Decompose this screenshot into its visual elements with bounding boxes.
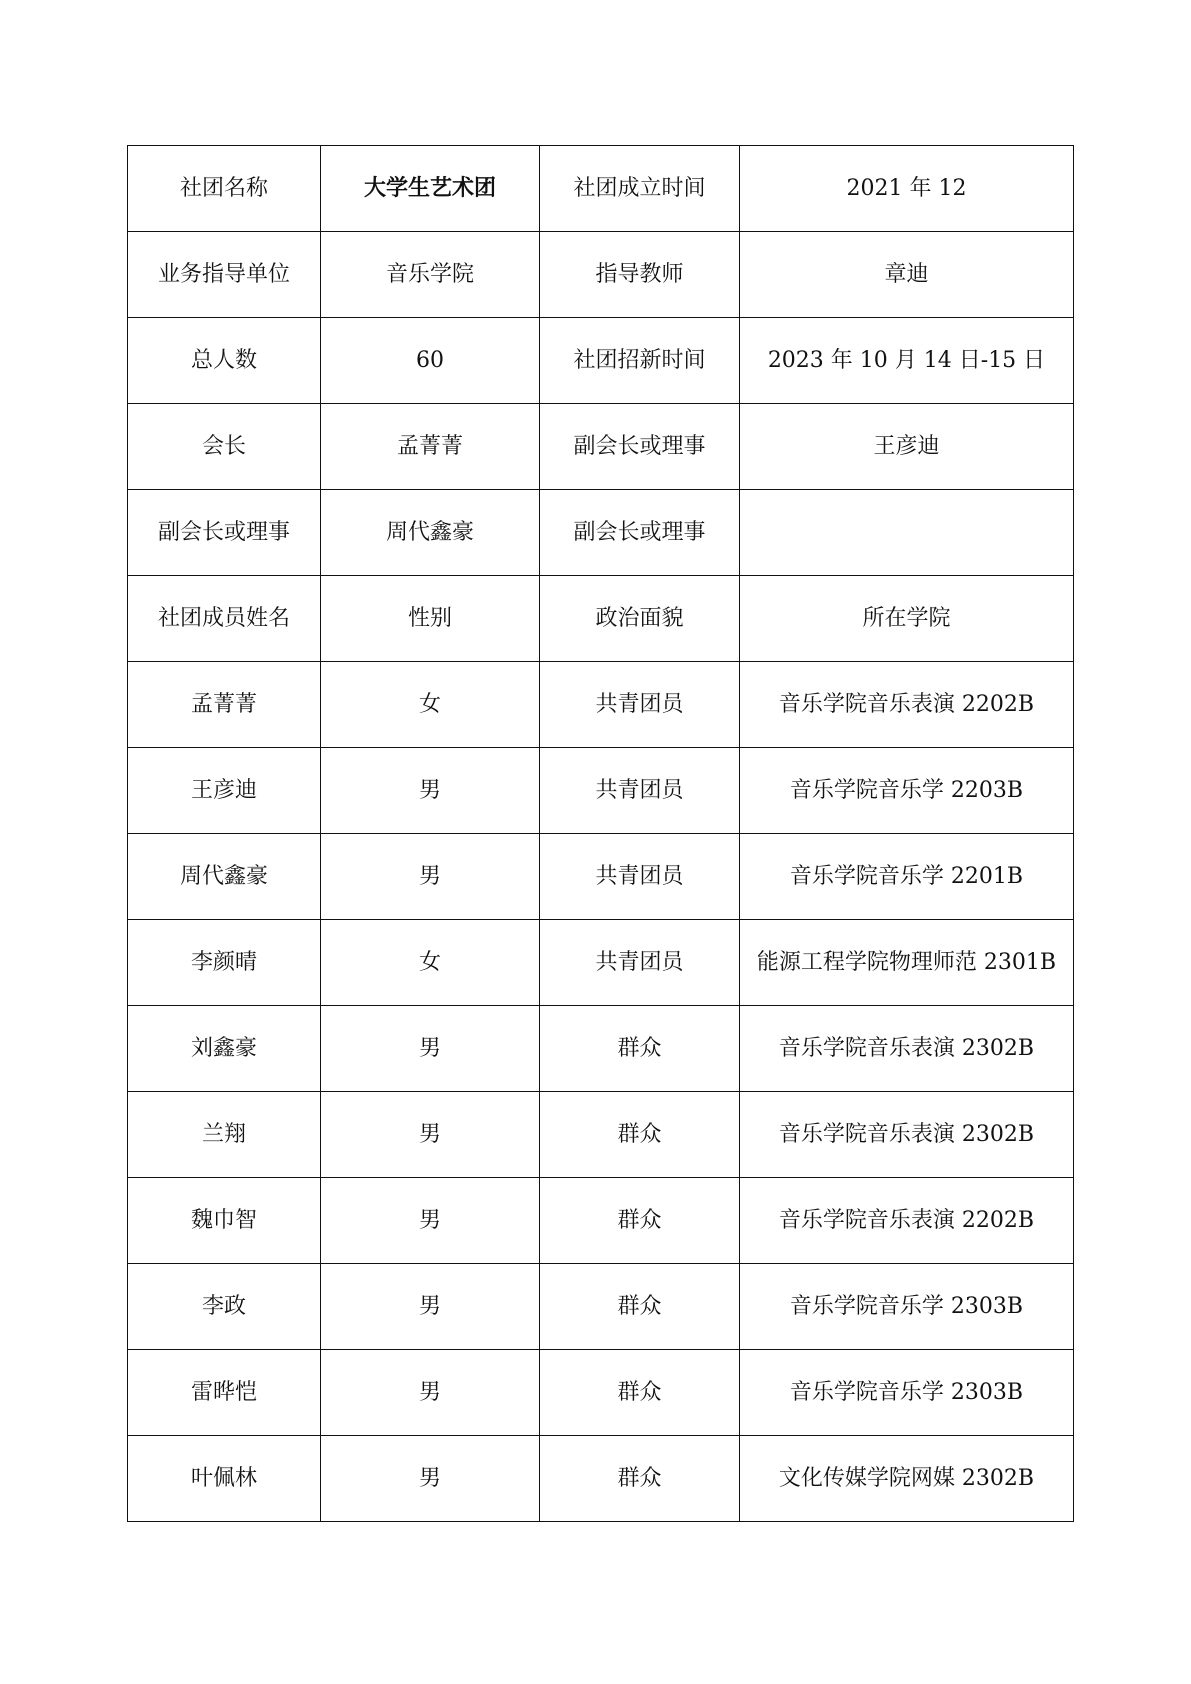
- member-college: 音乐学院音乐学 2303B: [740, 1350, 1074, 1436]
- value-total-members: 60: [321, 318, 540, 404]
- member-political-status: 共青团员: [540, 920, 740, 1006]
- table-row: [128, 662, 1074, 748]
- club-info-table: [127, 145, 1074, 1522]
- member-political-status: 群众: [540, 1264, 740, 1350]
- member-gender: 女: [321, 920, 540, 1006]
- header-college: 所在学院: [740, 576, 1074, 662]
- table-row: [128, 1178, 1074, 1264]
- value-guidance-unit: 音乐学院: [321, 232, 540, 318]
- member-name: 王彦迪: [128, 748, 321, 834]
- label-vice-president-3: 副会长或理事: [540, 490, 740, 576]
- label-vice-president-2: 副会长或理事: [128, 490, 321, 576]
- member-name: 兰翔: [128, 1092, 321, 1178]
- member-political-status: 共青团员: [540, 662, 740, 748]
- member-college: 文化传媒学院网媒 2302B: [740, 1436, 1074, 1522]
- table-row: [128, 1006, 1074, 1092]
- label-founded-time: 社团成立时间: [540, 146, 740, 232]
- member-college: 音乐学院音乐学 2201B: [740, 834, 1074, 920]
- table-row: [128, 1350, 1074, 1436]
- member-college: 能源工程学院物理师范 2301B: [740, 920, 1074, 1006]
- member-college: 音乐学院音乐学 2203B: [740, 748, 1074, 834]
- member-gender: 男: [321, 1006, 540, 1092]
- member-college: 音乐学院音乐表演 2202B: [740, 662, 1074, 748]
- member-name: 李颜晴: [128, 920, 321, 1006]
- member-political-status: 群众: [540, 1092, 740, 1178]
- member-gender: 男: [321, 1350, 540, 1436]
- label-president: 会长: [128, 404, 321, 490]
- table-row: [128, 920, 1074, 1006]
- label-total-members: 总人数: [128, 318, 321, 404]
- info-row-president: [128, 404, 1074, 490]
- member-political-status: 群众: [540, 1350, 740, 1436]
- member-gender: 男: [321, 834, 540, 920]
- member-gender: 男: [321, 1264, 540, 1350]
- member-political-status: 共青团员: [540, 834, 740, 920]
- members-header-row: [128, 576, 1074, 662]
- table-row: [128, 1436, 1074, 1522]
- value-vice-president-2: 周代鑫豪: [321, 490, 540, 576]
- member-political-status: 群众: [540, 1436, 740, 1522]
- label-club-name: 社团名称: [128, 146, 321, 232]
- value-advisor: 章迪: [740, 232, 1074, 318]
- member-name: 周代鑫豪: [128, 834, 321, 920]
- value-founded-time: 2021 年 12: [740, 146, 1074, 232]
- table-row: [128, 1264, 1074, 1350]
- info-row-club-name: [128, 146, 1074, 232]
- table-row: [128, 834, 1074, 920]
- table-row: [128, 748, 1074, 834]
- member-college: 音乐学院音乐表演 2202B: [740, 1178, 1074, 1264]
- value-vice-president-3: [740, 490, 1074, 576]
- member-college: 音乐学院音乐学 2303B: [740, 1264, 1074, 1350]
- member-political-status: 群众: [540, 1178, 740, 1264]
- member-political-status: 群众: [540, 1006, 740, 1092]
- member-college: 音乐学院音乐表演 2302B: [740, 1006, 1074, 1092]
- member-name: 李政: [128, 1264, 321, 1350]
- value-president: 孟菁菁: [321, 404, 540, 490]
- info-row-headcount: [128, 318, 1074, 404]
- value-club-name: 大学生艺术团: [321, 146, 540, 232]
- label-advisor: 指导教师: [540, 232, 740, 318]
- member-gender: 男: [321, 1178, 540, 1264]
- header-political-status: 政治面貌: [540, 576, 740, 662]
- label-recruit-time: 社团招新时间: [540, 318, 740, 404]
- member-name: 孟菁菁: [128, 662, 321, 748]
- label-vice-president-1: 副会长或理事: [540, 404, 740, 490]
- value-vice-president-1: 王彦迪: [740, 404, 1074, 490]
- header-member-name: 社团成员姓名: [128, 576, 321, 662]
- value-recruit-time: 2023 年 10 月 14 日-15 日: [740, 318, 1074, 404]
- member-name: 刘鑫豪: [128, 1006, 321, 1092]
- member-college: 音乐学院音乐表演 2302B: [740, 1092, 1074, 1178]
- info-row-guidance: [128, 232, 1074, 318]
- label-guidance-unit: 业务指导单位: [128, 232, 321, 318]
- member-name: 雷晔恺: [128, 1350, 321, 1436]
- info-row-vice-presidents: [128, 490, 1074, 576]
- member-gender: 女: [321, 662, 540, 748]
- member-gender: 男: [321, 1436, 540, 1522]
- header-gender: 性别: [321, 576, 540, 662]
- member-gender: 男: [321, 748, 540, 834]
- member-political-status: 共青团员: [540, 748, 740, 834]
- member-name: 魏巾智: [128, 1178, 321, 1264]
- member-name: 叶佩林: [128, 1436, 321, 1522]
- member-gender: 男: [321, 1092, 540, 1178]
- table-row: [128, 1092, 1074, 1178]
